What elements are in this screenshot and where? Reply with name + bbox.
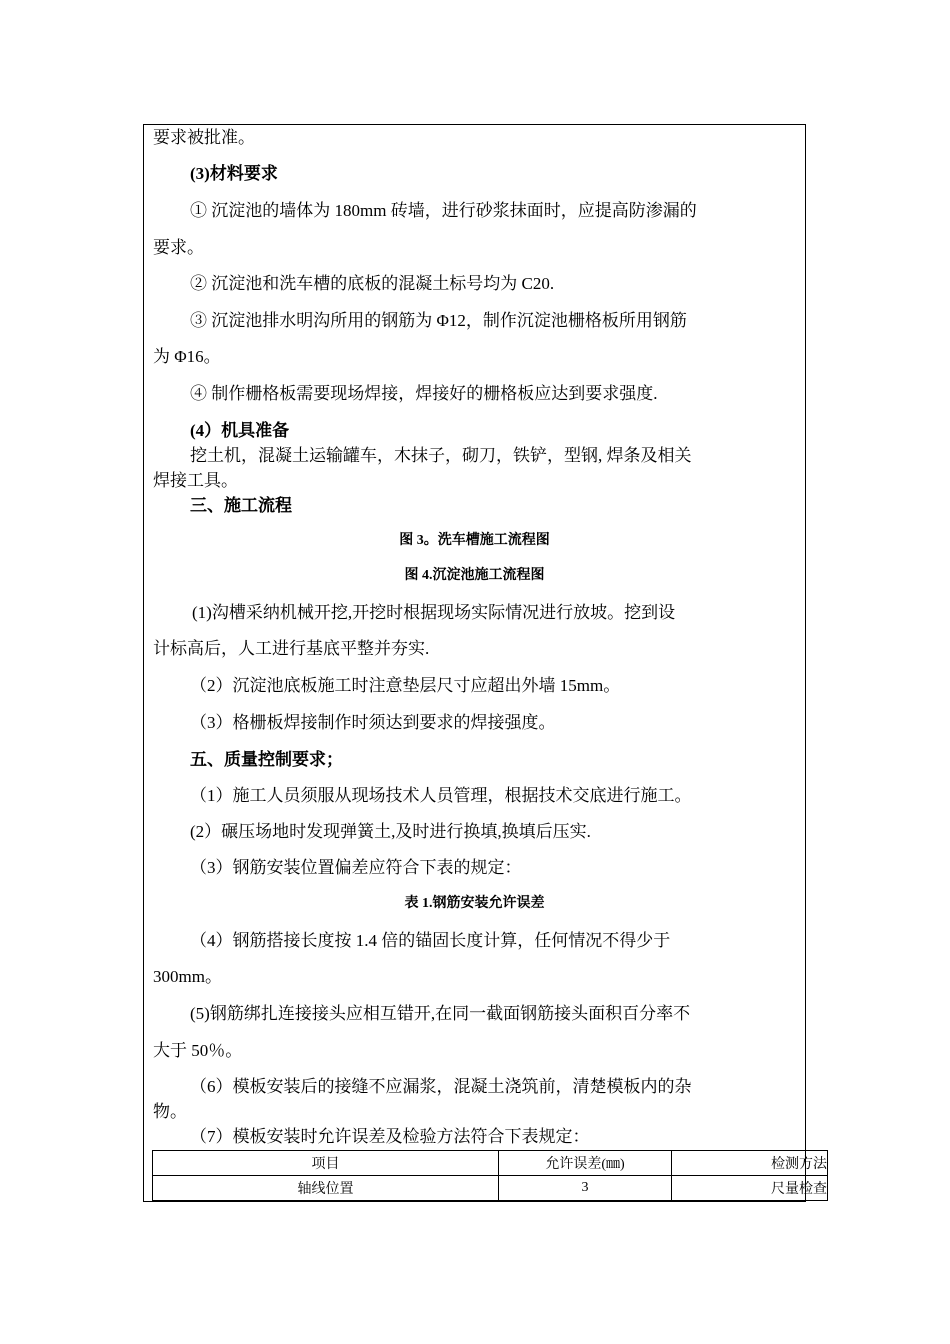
table-header-cell: 项目 <box>153 1151 499 1176</box>
text-line: (1)沟槽采纳机械开挖,开挖时根据现场实际情况进行放坡。挖到设 <box>192 603 676 622</box>
table-cell: 尺量检查 <box>672 1176 828 1201</box>
text-line: 要求。 <box>153 238 204 257</box>
table-cell: 3 <box>499 1176 672 1201</box>
text-line: （3）钢筋安装位置偏差应符合下表的规定： <box>190 858 522 877</box>
text-line: ④ 制作栅格板需要现场焊接，焊接好的栅格板应达到要求强度. <box>190 384 658 403</box>
section-heading: (4）机具准备 <box>190 421 290 440</box>
table-cell: 轴线位置 <box>153 1176 499 1201</box>
text-line: 为 Φ16。 <box>153 347 221 366</box>
text-line: (5)钢筋绑扎连接接头应相互错开,在同一截面钢筋接头面积百分率不 <box>190 1004 691 1023</box>
figure-caption: 图 3。洗车槽施工流程图 <box>399 533 550 548</box>
table-row <box>153 1176 828 1201</box>
text-line: （2）沉淀池底板施工时注意垫层尺寸应超出外墙 15mm。 <box>190 676 621 695</box>
text-line: （3）格栅板焊接制作时须达到要求的焊接强度。 <box>190 713 556 732</box>
table-header-cell: 允许误差(㎜) <box>499 1151 672 1176</box>
section-heading: 三、施工流程 <box>190 496 292 515</box>
table-header-cell: 检测方法 <box>672 1151 828 1176</box>
figure-caption: 图 4.沉淀池施工流程图 <box>404 568 545 583</box>
text-line: (2）碾压场地时发现弹簧土,及时进行换填,换填后压实. <box>190 822 591 841</box>
table-caption: 表 1.钢筋安装允许误差 <box>404 896 545 911</box>
section-heading: (3)材料要求 <box>190 164 278 183</box>
section-heading: 五、质量控制要求； <box>190 750 343 769</box>
text-line: 300mm。 <box>153 967 222 986</box>
text-line: 物。 <box>153 1102 187 1121</box>
text-line: ③ 沉淀池排水明沟所用的钢筋为 Φ12，制作沉淀池栅格板所用钢筋 <box>190 311 687 330</box>
text-line: （4）钢筋搭接长度按 1.4 倍的锚固长度计算，任何情况不得少于 <box>190 931 671 950</box>
text-line: 挖土机，混凝土运输罐车，木抹子，砌刀，铁铲，型钢, 焊条及相关 <box>190 446 692 465</box>
text-line: （1）施工人员须服从现场技术人员管理，根据技术交底进行施工。 <box>190 786 692 805</box>
text-line: ② 沉淀池和洗车槽的底板的混凝土标号均为 C20. <box>190 274 555 293</box>
text-line: （7）模板安装时允许误差及检验方法符合下表规定： <box>190 1127 590 1146</box>
tolerance-table <box>152 1150 828 1201</box>
text-line: 焊接工具。 <box>153 471 238 490</box>
text-line: 计标高后，人工进行基底平整并夯实. <box>153 639 430 658</box>
text-line: 大于 50％。 <box>153 1041 243 1060</box>
text-line: ① 沉淀池的墙体为 180mm 砖墙，进行砂浆抹面时，应提高防渗漏的 <box>190 201 697 220</box>
text-line: （6）模板安装后的接缝不应漏浆，混凝土浇筑前，清楚模板内的杂 <box>190 1077 692 1096</box>
table-header-row <box>153 1151 828 1176</box>
text-line: 要求被批准。 <box>153 128 255 147</box>
